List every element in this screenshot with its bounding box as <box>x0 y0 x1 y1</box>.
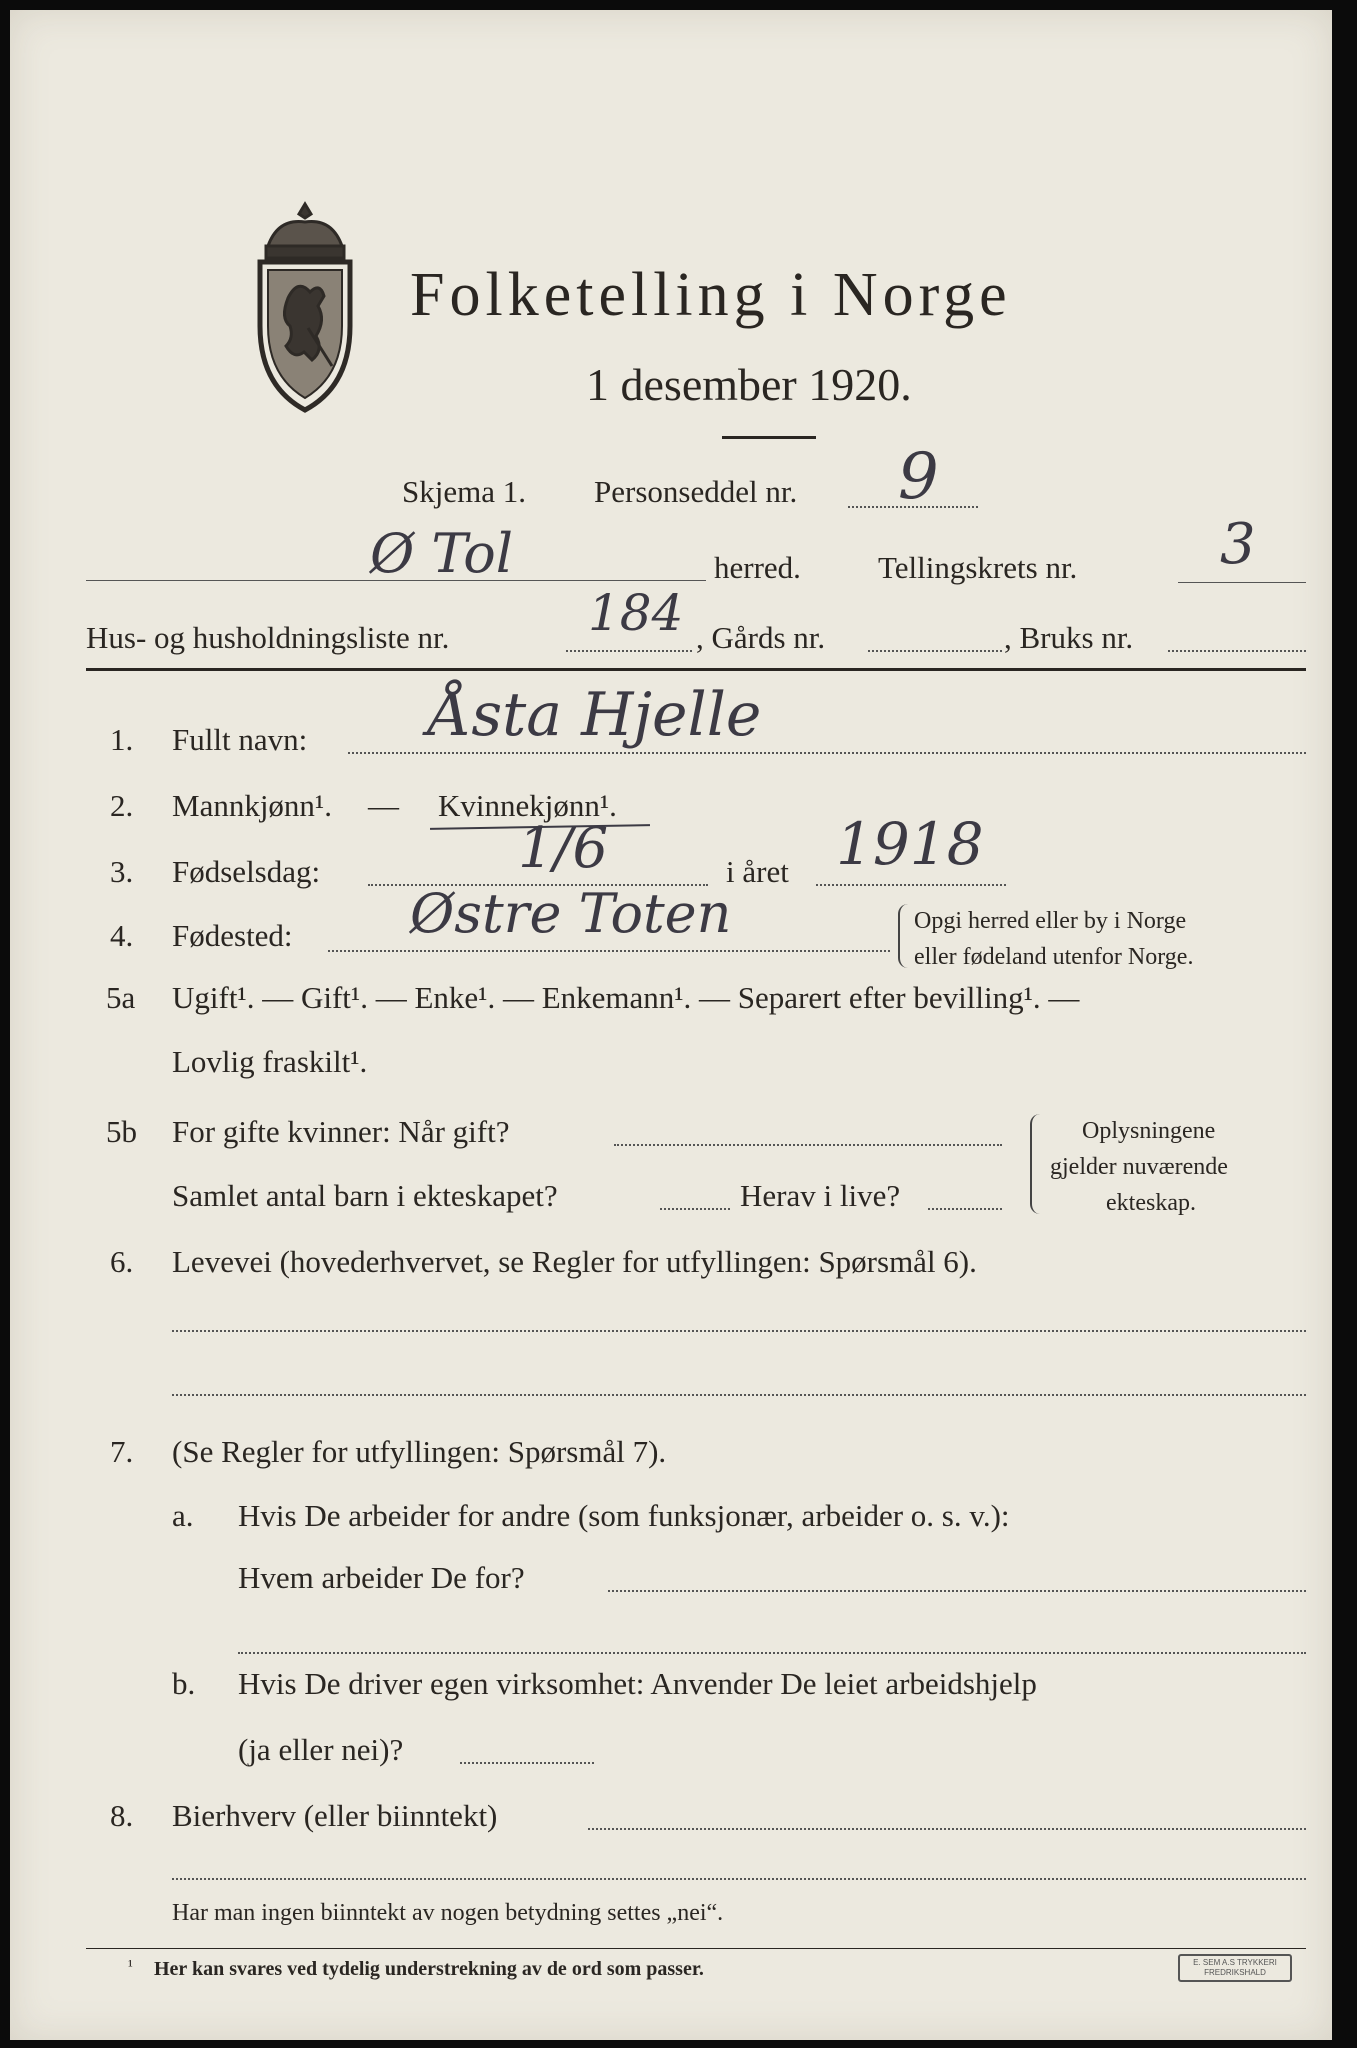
q4-note-2: eller fødeland utenfor Norge. <box>914 944 1194 970</box>
q2-male[interactable]: Mannkjønn¹. <box>172 788 332 823</box>
q8-number: 8. <box>110 1798 134 1833</box>
herred-label: herred. <box>714 550 801 585</box>
q2-female[interactable]: Kvinnekjønn¹. <box>438 788 617 823</box>
tellingskrets-value[interactable]: 3 <box>1220 512 1256 577</box>
footnote: Her kan svares ved tydelig understrekning av de ord som passer. <box>154 1958 704 1980</box>
side-income-field-2[interactable] <box>172 1878 1306 1880</box>
q1-number: 1. <box>110 722 134 757</box>
q5a-line1[interactable]: Ugift¹. — Gift¹. — Enke¹. — Enkemann¹. — Separert efter bevilling¹. — <box>172 980 1080 1015</box>
q4-note-1: Opgi herred eller by i Norge <box>914 908 1187 934</box>
tellingskrets-label: Tellingskrets nr. <box>878 550 1078 585</box>
q7a-letter: a. <box>172 1498 194 1533</box>
bruks-label: , Bruks nr. <box>1004 620 1134 655</box>
footnote-rule <box>86 1948 1306 1949</box>
q7-number: 7. <box>110 1434 134 1469</box>
herred-value[interactable]: Ø Tol <box>370 522 514 585</box>
q5b-note-1: Oplysningene <box>1082 1118 1216 1144</box>
gards-field[interactable] <box>868 650 1002 652</box>
q7a-line2: Hvem arbeider De for? <box>238 1560 525 1595</box>
side-income-field[interactable] <box>588 1828 1306 1830</box>
census-form: Folketelling i Norge 1 desember 1920. Skjema 1. Personseddel nr. 9 Ø Tol herred. Tellingskrets nr. 3 Hus- og husholdningsliste nr. 184 , Gårds nr. , Bruks nr. 1. Fullt navn: Åsta Hjelle 2. Mannkjønn¹. — Kvinnekjønn¹. 3. Fødselsdag: 1/6 i året 1918 4. Fødested: Østre Toten Opgi herred eller by i Norge eller fødeland utenfor Norge. 5a Ugift¹. — Gift¹. — Enke¹. — Enkemann¹. — Separert efter bevilling¹. — Lovlig fraskilt¹. 5b For gifte kvinner: Når gift? Samlet antal barn i ekteskapet? Herav i live? Oplysningene gjelder nuværende ekteskap. 6. Levevei (hovederhvervet, se Regler for utfyllingen: Spørsmål 6). 7. (Se Regler for utfyllingen: Spørsmål 7). a. Hvis De arbeider for andre (som funksjonær, arbeider o. s. v.): Hvem arbeider De for? b. Hvis De driver egen virksomhet: Anvender De leiet arbeidshjelp (ja eller nei)? 8. Bierhverv (eller biinntekt) Har man ingen biinntekt av nogen betydning settes „nei“. ¹ Her kan svares ved tydelig understrekning av de ord som passer. E. SEM A.S TRYKKERI FREDRIKSHALD <box>10 10 1332 2040</box>
birth-day-value[interactable]: 1/6 <box>518 816 609 881</box>
q5b-line1: For gifte kvinner: Når gift? <box>172 1114 510 1149</box>
coat-of-arms-icon <box>248 198 362 414</box>
q5b-line2b: Herav i live? <box>740 1178 901 1213</box>
schema-label: Skjema 1. <box>402 474 526 509</box>
children-alive-field[interactable] <box>928 1208 1002 1210</box>
q5b-number: 5b <box>106 1114 137 1149</box>
personseddel-value[interactable]: 9 <box>898 440 939 514</box>
q5b-line2a: Samlet antal barn i ekteskapet? <box>172 1178 558 1213</box>
q7-text: (Se Regler for utfyllingen: Spørsmål 7). <box>172 1434 667 1469</box>
q5a-number: 5a <box>106 980 136 1015</box>
title-divider <box>722 436 816 439</box>
q7a-line1: Hvis De arbeider for andre (som funksjonær, arbeider o. s. v.): <box>238 1498 1010 1533</box>
husholdning-label: Hus- og husholdningsliste nr. <box>86 620 450 655</box>
hired-help-field[interactable] <box>460 1762 594 1764</box>
occupation-field-2[interactable] <box>172 1394 1306 1396</box>
q7b-line2: (ja eller nei)? <box>238 1732 404 1767</box>
form-title: Folketelling i Norge <box>410 261 1012 329</box>
q3-label: Fødselsdag: <box>172 854 321 889</box>
married-when-field[interactable] <box>614 1144 1002 1146</box>
full-name-value[interactable]: Åsta Hjelle <box>428 680 762 750</box>
q3-year-label: i året <box>726 854 789 889</box>
personseddel-label: Personseddel nr. <box>594 474 798 509</box>
employer-field-2[interactable] <box>238 1652 1306 1654</box>
printer-stamp: E. SEM A.S TRYKKERI FREDRIKSHALD <box>1178 1954 1292 1982</box>
bottom-note: Har man ingen biinntekt av nogen betydning settes „nei“. <box>172 1900 724 1926</box>
children-count-field[interactable] <box>660 1208 730 1210</box>
census-date: 1 desember 1920. <box>586 359 912 410</box>
q5a-line2[interactable]: Lovlig fraskilt¹. <box>172 1044 368 1079</box>
q4-label: Fødested: <box>172 918 293 953</box>
birth-year-value[interactable]: 1918 <box>836 810 984 878</box>
q1-label: Fullt navn: <box>172 722 308 757</box>
q6-text: Levevei (hovederhvervet, se Regler for utfyllingen: Spørsmål 6). <box>172 1244 977 1279</box>
header-rule <box>86 668 1306 671</box>
birthplace-value[interactable]: Østre Toten <box>410 882 732 945</box>
employer-field[interactable] <box>608 1590 1306 1592</box>
q7b-letter: b. <box>172 1666 196 1701</box>
q6-number: 6. <box>110 1244 134 1279</box>
q2-number: 2. <box>110 788 134 823</box>
q5b-note-2: gjelder nuværende <box>1050 1154 1228 1180</box>
bruks-field[interactable] <box>1168 650 1306 652</box>
husholdning-value[interactable]: 184 <box>588 584 684 642</box>
q7b-line1: Hvis De driver egen virksomhet: Anvender De leiet arbeidshjelp <box>238 1666 1037 1701</box>
q8-text: Bierhverv (eller biinntekt) <box>172 1798 498 1833</box>
q5b-note-3: ekteskap. <box>1106 1190 1196 1216</box>
q4-number: 4. <box>110 918 134 953</box>
gards-label: , Gårds nr. <box>696 620 826 655</box>
q3-number: 3. <box>110 854 134 889</box>
occupation-field-1[interactable] <box>172 1330 1306 1332</box>
